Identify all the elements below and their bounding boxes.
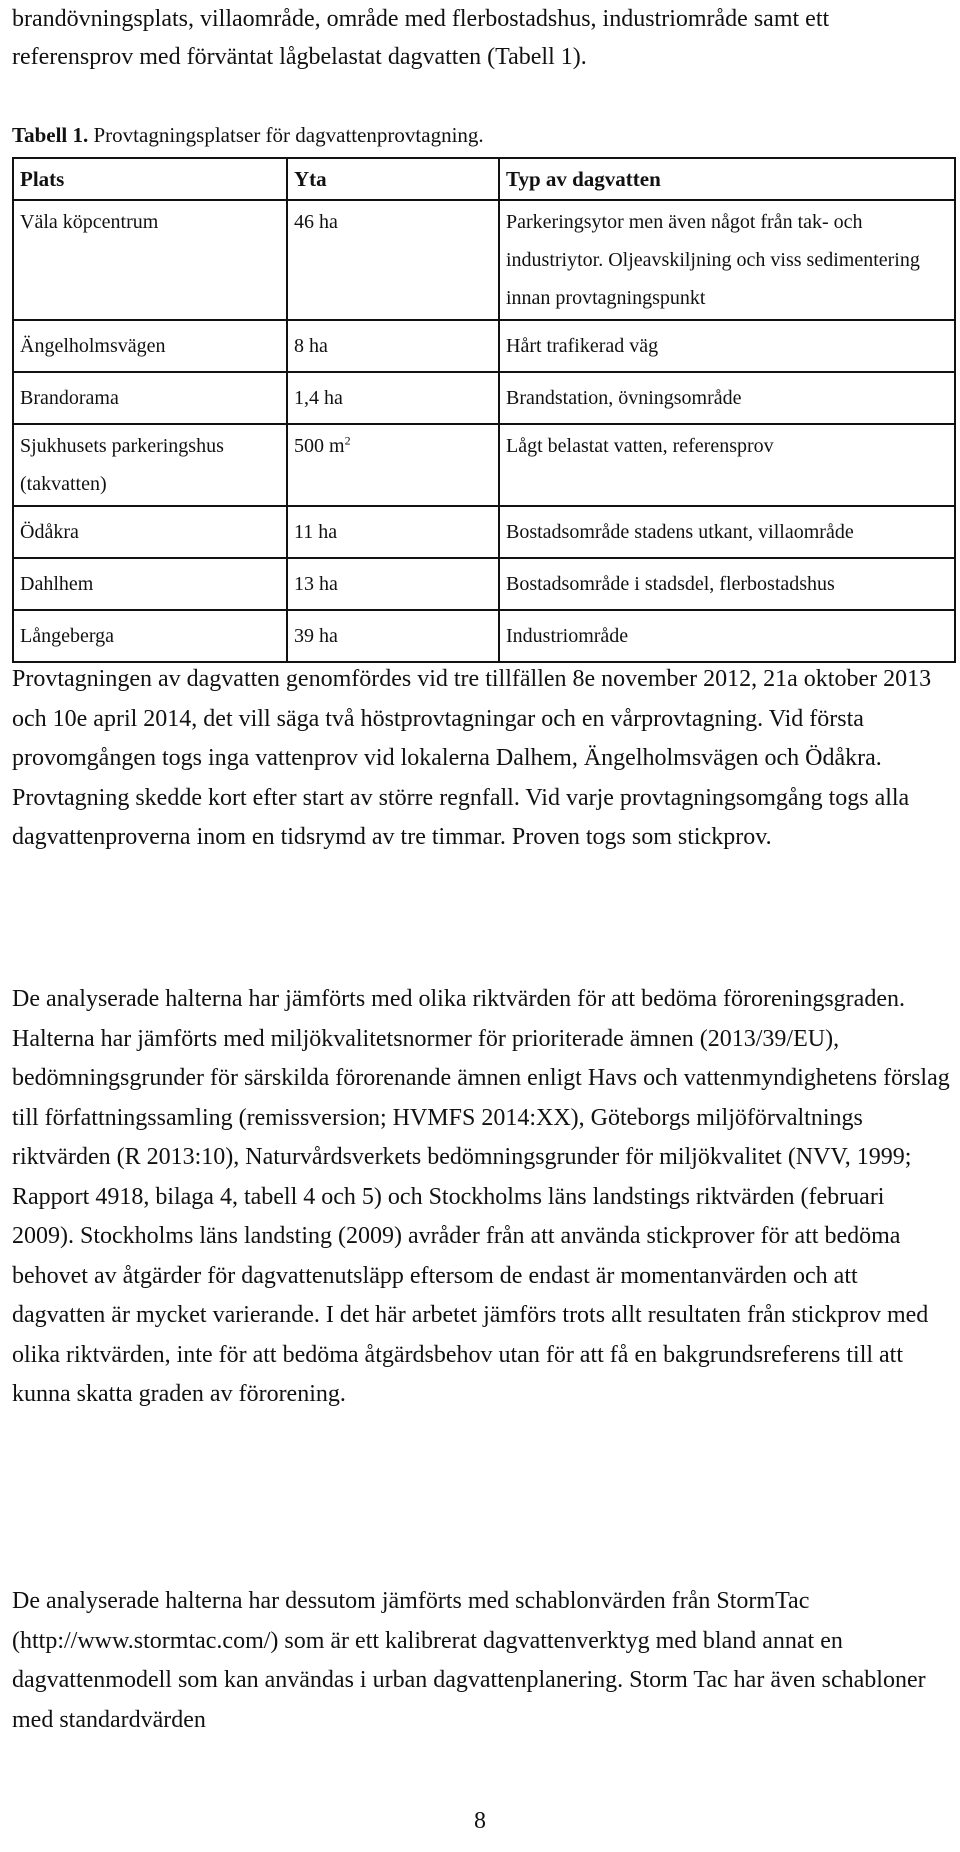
- cell-plats: Dahlhem: [13, 558, 287, 610]
- table-caption: [12, 120, 484, 150]
- cell-typ: Bostadsområde i stadsdel, flerbostadshus: [499, 558, 955, 610]
- sampling-sites-table: [12, 157, 956, 663]
- cell-typ: Parkeringsytor men även något från tak- och industriytor. Oljeavskiljning och viss sedimentering innan provtagningspunkt: [499, 200, 955, 320]
- table-caption-label: Tabell 1.: [12, 123, 89, 147]
- intro-paragraph: brandövningsplats, villaområde, område med flerbostadshus, industriområde samt ett referensprov med förväntat lågbelastat dagvatten (Tabell 1).: [12, 6, 830, 70]
- table-row: [13, 506, 955, 558]
- cell-yta: 46 ha: [287, 200, 499, 320]
- cell-yta: [287, 424, 499, 506]
- cell-typ: Industriområde: [499, 610, 955, 662]
- cell-plats: Sjukhusets parkeringshus (takvatten): [13, 424, 287, 506]
- cell-typ: Lågt belastat vatten, referensprov: [499, 424, 955, 506]
- cell-plats: Ödåkra: [13, 506, 287, 558]
- cell-typ: Bostadsområde stadens utkant, villaområde: [499, 506, 955, 558]
- table-row: [13, 424, 955, 506]
- yta-exponent: 2: [344, 433, 351, 448]
- header-plats: Plats: [13, 158, 287, 200]
- cell-plats: Brandorama: [13, 372, 287, 424]
- cell-yta: 39 ha: [287, 610, 499, 662]
- cell-plats: Långeberga: [13, 610, 287, 662]
- yta-value: 500 m: [294, 435, 345, 457]
- body-paragraph: Provtagningen av dagvatten genomfördes vid tre tillfällen 8e november 2012, 21a oktober 2013 och 10e april 2014, det vill säga två höstprovtagningar och en vårprovtagning. Vid första provomgången togs inga vattenprov vid lokalerna Dalhem, Ängelholmsvägen och Ödåkra. Provtagning skedde kort efter start av större regnfall. Vid varje provtagningsomgång togs alla dagvattenproverna inom en tidsrymd av tre timmar. Proven togs som stickprov.: [12, 666, 932, 850]
- cell-yta: 1,4 ha: [287, 372, 499, 424]
- page-number: 8: [474, 1808, 486, 1834]
- cell-plats: Väla köpcentrum: [13, 200, 287, 320]
- cell-yta: 11 ha: [287, 506, 499, 558]
- cell-typ: Brandstation, övningsområde: [499, 372, 955, 424]
- table-row: [13, 200, 955, 320]
- table-row: [13, 372, 955, 424]
- body-paragraph: De analyserade halterna har jämförts med olika riktvärden för att bedöma föroreningsgraden. Halterna har jämförts med miljökvalitetsnormer för prioriterade ämnen (2013/39/EU), bedömningsgrunder för särskilda förorenande ämnen enligt Havs och vattenmyndighetens förslag till författningssamling (remissversion; HVMFS 2014:XX), Göteborgs miljöförvaltnings riktvärden (R 2013:10), Naturvårdsverkets bedömningsgrunder för miljökvalitet (NVV, 1999; Rapport 4918, bilaga 4, tabell 4 och 5) och Stockholms läns landstings riktvärden (februari 2009). Stockholms läns landsting (2009) avråder från att använda stickprover för att bedöma behovet av åtgärder för dagvattenutsläpp eftersom de endast är momentanvärden och att dagvatten är mycket varierande. I det här arbetet jämförs trots allt resultaten från stickprov med olika riktvärden, inte för att bedöma åtgärdsbehov utan för att få en bakgrundsreferens till att kunna skatta graden av förorening.: [12, 986, 950, 1407]
- header-typ: Typ av dagvatten: [499, 158, 955, 200]
- header-yta: Yta: [287, 158, 499, 200]
- cell-yta: 13 ha: [287, 558, 499, 610]
- table-row: [13, 320, 955, 372]
- cell-yta: 8 ha: [287, 320, 499, 372]
- cell-typ: Hårt trafikerad väg: [499, 320, 955, 372]
- table-caption-text: Provtagningsplatser för dagvattenprovtagning.: [88, 123, 484, 147]
- table-header-row: [13, 158, 955, 200]
- table-row: [13, 610, 955, 662]
- cell-plats: Ängelholmsvägen: [13, 320, 287, 372]
- table-row: [13, 558, 955, 610]
- body-paragraph: De analyserade halterna har dessutom jämförts med schablonvärden från StormTac (http://www.stormtac.com/) som är ett kalibrerat dagvattenverktyg med bland annat en dagvattenmodell som kan användas i urban dagvattenplanering. Storm Tac har även schabloner med standardvärden: [12, 1588, 926, 1733]
